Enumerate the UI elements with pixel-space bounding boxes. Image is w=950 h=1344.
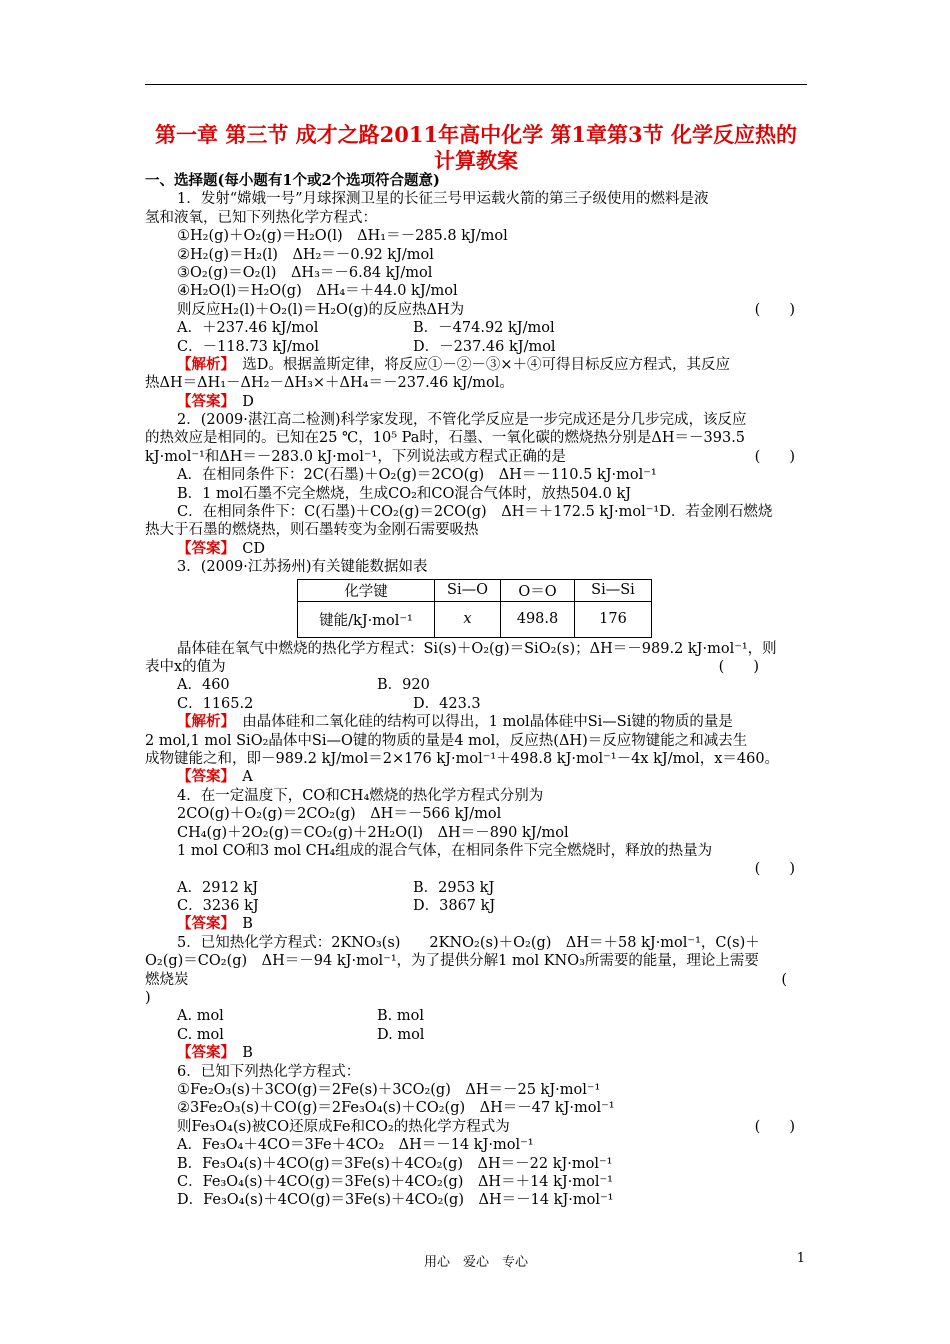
answer-label: 【答案】 [177,539,228,557]
q1-answer-blank: ( ) [754,301,795,318]
q5-options-ab [145,1007,807,1025]
q4-option-d: D．3867 kJ [413,898,496,915]
q5-option-c: C. mol [177,1026,224,1043]
table-header-cell: Si—Si [575,579,652,601]
q1-analysis-cont: 热ΔH＝ΔH₁－ΔH₂－ΔH₃×＋ΔH₄＝－237.46 kJ/mol。 [145,375,514,392]
q4-answer-blank: ( ) [754,861,795,878]
q3-option-a: A．460 [177,677,230,694]
q5-option-d: D. mol [377,1026,425,1043]
q2-stem-cont: 的热效应是相同的。已知在25 ℃，10⁵ Pa时，石墨、一氧化碳的燃烧热分别是ΔH＝－393.5 [145,430,746,447]
q3-option-d: D．423.3 [413,695,481,712]
q3-options-ab [145,676,807,694]
q2-answer [145,540,807,558]
q1-option-b: B．－474.92 kJ/mol [413,320,555,337]
q4-answer-value: B [242,916,253,933]
table-cell: x [435,601,501,637]
q1-stem: 1．发射“嫦娥一号”月球探测卫星的长征三号甲运载火箭的第三子级使用的燃料是液 [177,191,709,208]
q6-option-c: C．Fe₃O₄(s)＋4CO(g)＝3Fe(s)＋4CO₂(g) ΔH＝＋14 kJ·mol⁻¹ [177,1173,613,1190]
q6-question [145,1118,807,1136]
answer-label: 【答案】 [177,768,228,786]
q1-stem-cont: 氢和液氧，已知下列热化学方程式： [145,209,377,226]
q6-answer-blank: ( ) [754,1118,795,1135]
q5-paren-right: ) [145,990,151,1007]
table-header-cell: Si—O [435,579,501,601]
q1-question [145,301,807,319]
q1-eq1: ①H₂(g)＋O₂(g)＝H₂O(l) ΔH₁＝－285.8 kJ/mol [177,228,508,245]
q5-options-cd [145,1026,807,1044]
q3-question: 晶体硅在氧气中燃烧的热化学方程式：Si(s)＋O₂(g)＝SiO₂(s)；ΔH＝－989.2 kJ·mol⁻¹，则 [177,640,777,657]
answer-label: 【答案】 [177,1044,228,1062]
q2-stem: 2．(2009·湛江高二检测)科学家发现，不管化学反应是一步完成还是分几步完成，该反应 [177,412,747,429]
q6-option-d: D．Fe₃O₄(s)＋4CO(g)＝3Fe(s)＋4CO₂(g) ΔH＝－14 kJ·mol⁻¹ [177,1192,614,1209]
table-header-cell: 化学键 [298,579,435,601]
q4-option-c: C．3236 kJ [177,898,259,915]
q1-analysis [145,356,807,374]
q3-stem: 3．(2009·江苏扬州)有关键能数据如表 [177,559,428,576]
q3-analysis-cont: 2 mol,1 mol SiO₂晶体中Si—O键的物质的量是4 mol，反应热(ΔH)＝反应物键能之和减去生 [145,732,748,749]
q3-answer-blank: ( ) [718,658,759,675]
q5-paren-left: ( [781,971,787,988]
q2-option-c: C．在相同条件下：C(石墨)＋CO₂(g)＝2CO(g) ΔH＝＋172.5 kJ·mol⁻¹D．若金刚石燃烧 [177,504,773,521]
q5-stem-text: 燃烧炭 [145,971,189,988]
q1-answer-value: D [242,393,254,410]
table-cell: 键能/kJ·mol⁻¹ [298,601,435,637]
q2-option-a: A．在相同条件下：2C(石墨)＋O₂(g)＝2CO(g) ΔH＝－110.5 kJ·mol⁻¹ [177,467,657,484]
q3-analysis [145,713,807,731]
q1-eq3: ③O₂(g)＝O₂(l) ΔH₃＝－6.84 kJ/mol [177,264,433,281]
q1-answer [145,393,807,411]
answer-label: 【答案】 [177,915,228,933]
q6-stem: 6．已知下列热化学方程式： [177,1063,361,1080]
q5-answer-value: B [242,1045,253,1062]
q2-option-b: B．1 mol石墨不完全燃烧，生成CO₂和CO混合气体时，放热504.0 kJ [177,485,632,502]
q6-eq2: ②3Fe₂O₃(s)＋CO(g)＝2Fe₃O₄(s)＋CO₂(g) ΔH＝－47 kJ·mol⁻¹ [177,1100,615,1117]
table-header-cell: O＝O [501,579,575,601]
analysis-label: 【解析】 [177,713,228,731]
q3-answer-value: A [242,769,253,786]
q3-question-cont [145,658,807,676]
q3-answer [145,768,807,786]
section-heading: 一、选择题(每小题有1个或2个选项符合题意) [145,172,440,189]
q2-stem-cont2 [145,448,807,466]
q5-stem-cont: O₂(g)＝CO₂(g) ΔH＝－94 kJ·mol⁻¹，为了提供分解1 mol KNO₃所需要的能量，理论上需要 [145,953,759,970]
q6-option-a: A．Fe₃O₄＋4CO＝3Fe＋4CO₂ ΔH＝－14 kJ·mol⁻¹ [177,1137,534,1154]
q5-option-b: B. mol [377,1008,424,1025]
q1-option-a: A．＋237.46 kJ/mol [177,320,319,337]
q4-question: 1 mol CO和3 mol CH₄组成的混合气体，在相同条件下完全燃烧时，释放的热量为 [177,842,713,859]
q5-stem: 5．已知热化学方程式：2KNO₃(s) 2KNO₂(s)＋O₂(g) ΔH＝＋58 kJ·mol⁻¹，C(s)＋ [177,934,760,951]
q4-stem: 4．在一定温度下，CO和CH₄燃烧的热化学方程式分别为 [177,787,544,804]
q6-question-text: 则Fe₃O₄(s)被CO还原成Fe和CO₂的热化学方程式为 [177,1118,510,1135]
q1-option-d: D．－237.46 kJ/mol [413,338,556,355]
q1-eq2: ②H₂(g)＝H₂(l) ΔH₂＝－0.92 kJ/mol [177,246,434,263]
answer-label: 【答案】 [177,392,228,410]
q3-question-text: 表中x的值为 [145,658,226,675]
page-number: 1 [796,1251,805,1266]
q4-options-cd [145,897,807,915]
table-cell: 498.8 [501,601,575,637]
q4-eq2: CH₄(g)＋2O₂(g)＝CO₂(g)＋2H₂O(l) ΔH＝－890 kJ/mol [177,824,569,841]
q1-analysis-text: 选D。根据盖斯定律，将反应①－②－③×＋④可得目标反应方程式，其反应 [242,356,731,373]
q3-option-b: B．920 [377,677,430,694]
header-rule [145,84,807,85]
q2-option-d-cont: 热大于石墨的燃烧热，则石墨转变为金刚石需要吸热 [145,522,479,539]
bond-energy-table [297,579,652,638]
q4-eq1: 2CO(g)＋O₂(g)＝2CO₂(g) ΔH＝－566 kJ/mol [177,806,502,823]
q4-blank-line [145,860,807,878]
q5-option-a: A. mol [177,1008,224,1025]
q1-question-text: 则反应H₂(l)＋O₂(l)＝H₂O(g)的反应热ΔH为 [177,301,465,318]
footer-slogan: 用心 爱心 专心 [423,1255,528,1270]
q5-answer [145,1044,807,1062]
q2-answer-value: CD [242,540,265,557]
document-title: 第一章 第三节 成才之路2011年高中化学 第1章第3节 化学反应热的计算教案 [155,122,797,173]
q6-eq1: ①Fe₂O₃(s)＋3CO(g)＝2Fe(s)＋3CO₂(g) ΔH＝－25 kJ·mol⁻¹ [177,1081,601,1098]
document-body [145,172,807,1210]
q4-option-b: B．2953 kJ [413,879,495,896]
q2-answer-blank: ( ) [754,448,795,465]
q4-option-a: A．2912 kJ [177,879,259,896]
table-cell: 176 [575,601,652,637]
q4-answer [145,915,807,933]
q3-option-c: C．1165.2 [177,695,254,712]
q1-options-cd [145,338,807,356]
q3-analysis-cont2: 成物键能之和，即－989.2 kJ/mol＝2×176 kJ·mol⁻¹＋498.8 kJ·mol⁻¹－4x kJ/mol，x＝460。 [145,750,780,767]
q4-options-ab [145,879,807,897]
q1-option-c: C．－118.73 kJ/mol [177,338,320,355]
q3-options-cd [145,695,807,713]
q6-option-b: B．Fe₃O₄(s)＋4CO(g)＝3Fe(s)＋4CO₂(g) ΔH＝－22 kJ·mol⁻¹ [177,1155,613,1172]
q5-stem-cont2 [145,971,807,989]
q3-analysis-text: 由晶体硅和二氧化硅的结构可以得出，1 mol晶体硅中Si—Si键的物质的量是 [242,714,733,731]
q2-stem-text: kJ·mol⁻¹和ΔH＝－283.0 kJ·mol⁻¹，下列说法或方程式正确的是 [145,448,566,465]
q1-options-ab [145,319,807,337]
analysis-label: 【解析】 [177,355,228,373]
q1-eq4: ④H₂O(l)＝H₂O(g) ΔH₄＝＋44.0 kJ/mol [177,283,458,300]
